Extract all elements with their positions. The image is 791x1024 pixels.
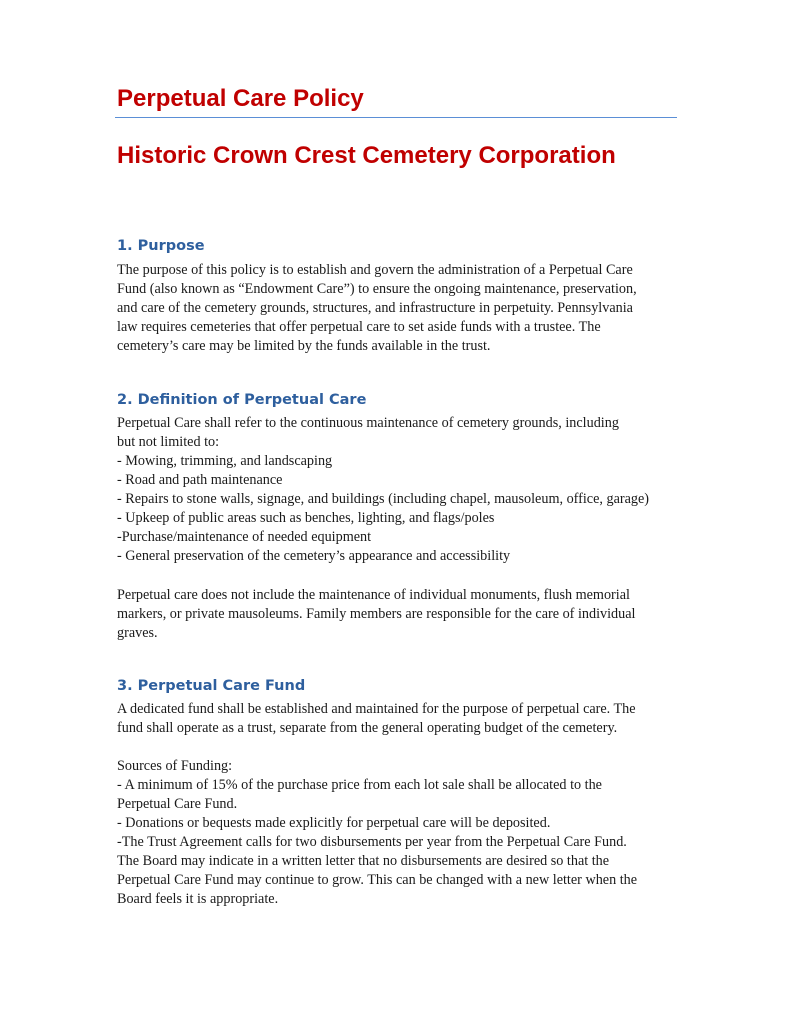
text-line: Sources of Funding: — [117, 758, 233, 774]
title-divider — [115, 117, 677, 118]
list-item: -The Trust Agreement calls for two disbursements per year from the Perpetual Care Fund. — [117, 834, 627, 850]
section-heading-definition: 2. Definition of Perpetual Care — [117, 392, 367, 408]
text-line: Perpetual Care shall refer to the continuous maintenance of cemetery grounds, including — [117, 415, 619, 431]
text-line: cemetery’s care may be limited by the funds available in the trust. — [117, 338, 491, 354]
text-line: fund shall operate as a trust, separate from the general operating budget of the cemetery. — [117, 720, 618, 736]
list-item: - General preservation of the cemetery’s appearance and accessibility — [117, 548, 511, 564]
list-item: - Road and path maintenance — [117, 472, 283, 488]
text-line: Perpetual Care Fund may continue to grow. This can be changed with a new letter when the — [117, 872, 638, 888]
definition-list-paragraph — [117, 414, 677, 566]
text-line: Perpetual Care Fund. — [117, 796, 238, 812]
text-line: graves. — [117, 625, 158, 641]
document-title: Perpetual Care Policy — [117, 85, 364, 112]
text-line: Perpetual care does not include the maintenance of individual monuments, flush memorial — [117, 587, 630, 603]
text-line: law requires cemeteries that offer perpetual care to set aside funds with a trustee. The — [117, 319, 601, 335]
fund-intro-paragraph — [117, 700, 677, 738]
purpose-paragraph — [117, 261, 677, 356]
text-line: Fund (also known as “Endowment Care”) to ensure the ongoing maintenance, preservation, — [117, 281, 637, 297]
section-heading-fund: 3. Perpetual Care Fund — [117, 678, 306, 694]
list-item: - Repairs to stone walls, signage, and buildings (including chapel, mausoleum, office, garage) — [117, 491, 650, 507]
text-line: The purpose of this policy is to establish and govern the administration of a Perpetual Care — [117, 262, 633, 278]
text-line: A dedicated fund shall be established and maintained for the purpose of perpetual care. The — [117, 701, 636, 717]
definition-exclusions-paragraph — [117, 586, 677, 643]
list-item: - A minimum of 15% of the purchase price from each lot sale shall be allocated to the — [117, 777, 602, 793]
text-line: The Board may indicate in a written letter that no disbursements are desired so that the — [117, 853, 610, 869]
funding-sources-paragraph — [117, 757, 677, 909]
document-subtitle: Historic Crown Crest Cemetery Corporation — [117, 142, 616, 169]
text-line: markers, or private mausoleums. Family members are responsible for the care of individual — [117, 606, 636, 622]
text-line: but not limited to: — [117, 434, 220, 450]
list-item: - Mowing, trimming, and landscaping — [117, 453, 333, 469]
text-line: Board feels it is appropriate. — [117, 891, 279, 907]
section-heading-purpose: 1. Purpose — [117, 238, 205, 254]
list-item: -Purchase/maintenance of needed equipment — [117, 529, 372, 545]
list-item: - Upkeep of public areas such as benches, lighting, and flags/poles — [117, 510, 495, 526]
text-line: and care of the cemetery grounds, structures, and infrastructure in perpetuity. Pennsylvania — [117, 300, 633, 316]
list-item: - Donations or bequests made explicitly for perpetual care will be deposited. — [117, 815, 551, 831]
